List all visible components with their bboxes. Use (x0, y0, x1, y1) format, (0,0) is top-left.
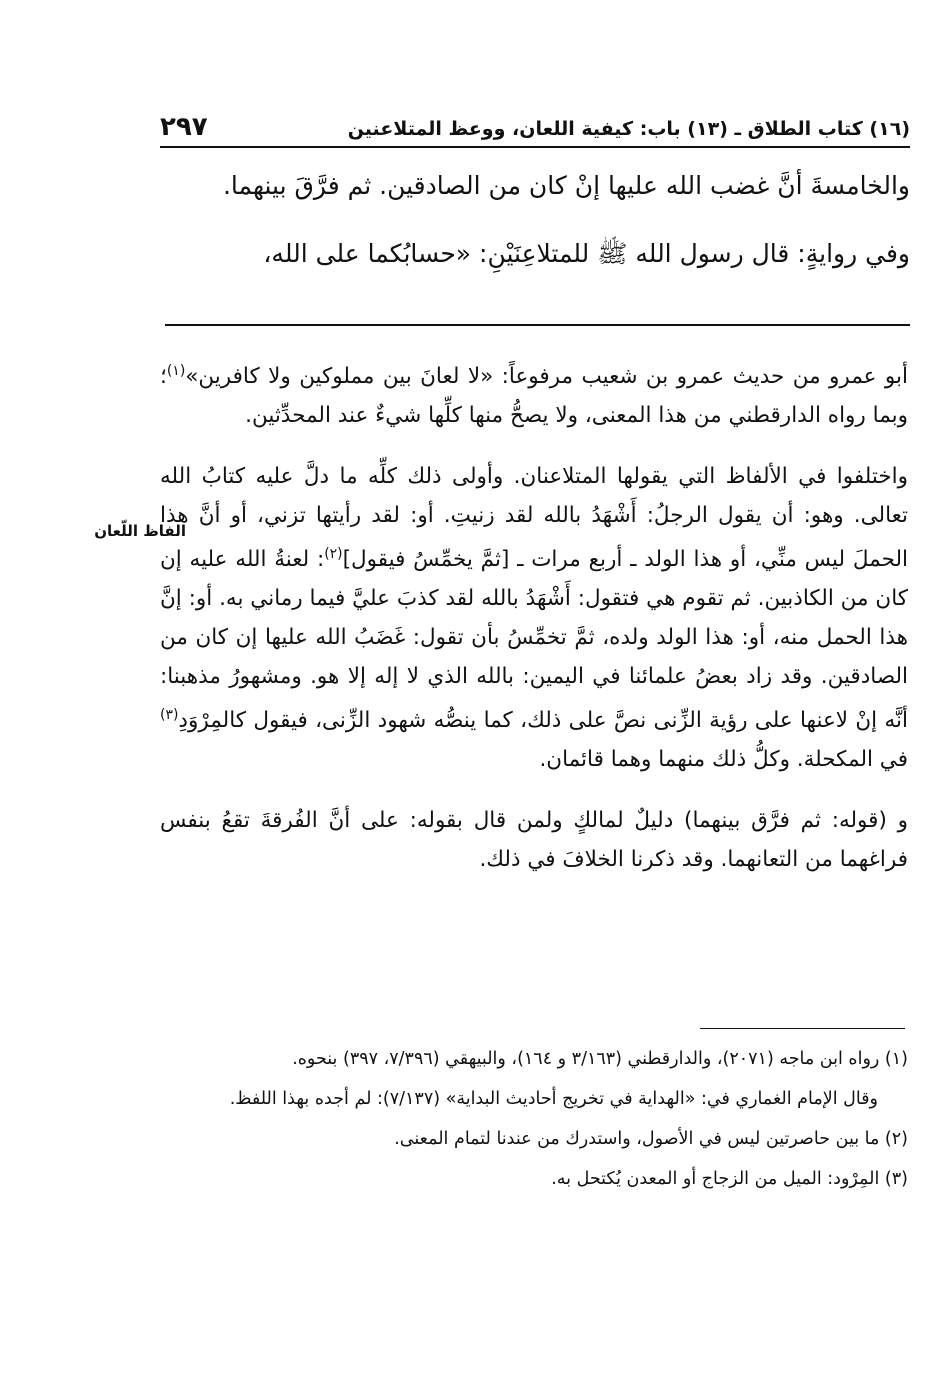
page-number: ٢٩٧ (160, 112, 208, 142)
section-divider (165, 324, 910, 326)
footnotes (160, 1044, 908, 1204)
commentary-p2-part-a: واختلفوا في الألفاظ التي يقولها المتلاعنان. وأولى ذلك كلِّه ما دلَّ عليه كتابُ الله تعالى. وهو: أن يقول الرجلُ: أَشْهَدُ بالله لقد زنيتِ. أو: لقد رأيتها تزني، أو أنَّ هذا الحملَ ليس منِّي، أو هذا الولد ـ أربع مرات ـ [ثمَّ يخمِّسُ فيقول] (160, 464, 908, 573)
hadith-line-1: والخامسةَ أنَّ غضب الله عليها إنْ كان من الصادقين. ثم فرَّقَ بينهما. (222, 171, 910, 200)
footnote-3: (٣) المِرْود: الميل من الزجاج أو المعدن يُكتحل به. (551, 1169, 908, 1189)
margin-note: الفاظ اللّعان (94, 522, 186, 540)
commentary-text (160, 352, 908, 901)
footnote-ref-2: (٢) (324, 546, 343, 563)
hadith-text (160, 168, 910, 304)
commentary-paragraph-3: و (قوله: ثم فرَّق بينهما) دليلٌ لمالكٍ ولمن قال بقوله: على أنَّ الفُرقةَ تقعُ بنفس فراغهما من التعانهما. وقد ذكرنا الخلافَ في ذلك. (160, 808, 908, 873)
commentary-p1-text: أبو عمرو من حديث عمرو بن شعيب مرفوعاً: «لا لعانَ بين مملوكين ولا كافرين» (185, 364, 908, 390)
commentary-p2-part-b: : لعنةُ الله عليه إن كان من الكاذبين. ثم تقوم هي فتقول: أَشْهَدُ بالله لقد كذبَ عليَّ فيما رماني به. أو: إنَّ هذا الحمل منه، أو: هذا الولد ولده، ثمَّ تخمِّسُ بأن تقول: غَضَبُ الله عليها إن كان من الصادقين. وقد زاد بعضُ علمائنا في اليمين: بالله الذي لا إله إلا هو. ومشهورُ مذهبنا: أنَّه إنْ لاعنها على رؤية الزِّنى نصَّ على ذلك، كما ينصُّه شهود الزِّنى، فيقول كالمِرْوَدِ (160, 547, 908, 734)
footnote-divider (700, 1028, 905, 1029)
running-header (160, 108, 910, 148)
footnote-1-continued: وقال الإمام الغماري في: «الهداية في تخريج أحاديث البداية» (٧/١٣٧): لم أجده بهذا اللفظ. (229, 1089, 878, 1109)
footnote-2: (٢) ما بين حاصرتين ليس في الأصول، واستدرك من عندنا لتمام المعنى. (394, 1129, 908, 1149)
commentary-p1-rest: ؛ وبما رواه الدارقطني من هذا المعنى، ولا يصحُّ منها كلِّها شيءٌ عند المحدِّثين. (160, 364, 908, 429)
footnote-1: (١) رواه ابن ماجه (٢٠٧١)، والدارقطني (٣/١٦٣ و ١٦٤)، والبيهقي (٧/٣٩٦، ٣٩٧) بنحوه. (292, 1049, 908, 1069)
footnote-ref-3: (٣) (160, 707, 179, 724)
commentary-paragraph-2 (160, 457, 908, 779)
commentary-p2-part-c: في المكحلة. وكلُّ ذلك منهما وهما قائمان. (539, 747, 908, 773)
commentary-paragraph-1 (160, 352, 908, 435)
hadith-line-2: وفي روايةٍ: قال رسول الله ﷺ للمتلاعِنَيْنِ: «حسابُكما على الله، (263, 239, 910, 268)
header-title: (١٦) كتاب الطلاق ـ (١٣) باب: كيفية اللعان، ووعظ المتلاعنين (347, 118, 910, 140)
footnote-ref-1: (١) (166, 363, 186, 379)
